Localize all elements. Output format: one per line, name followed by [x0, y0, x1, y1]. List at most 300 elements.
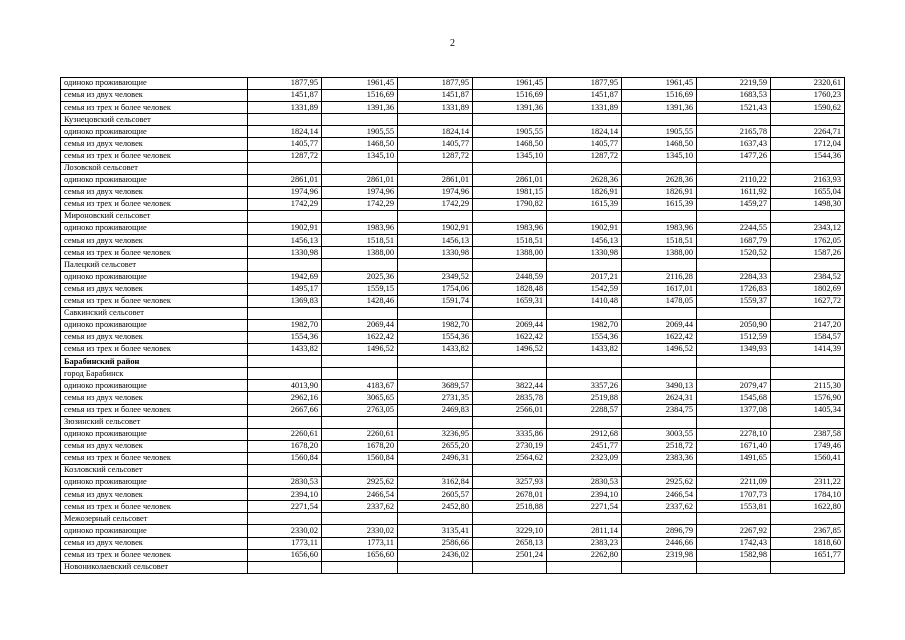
table-cell — [771, 162, 845, 174]
row-label: семья из двух человек — [61, 489, 248, 501]
row-label: одиноко проживающие — [61, 477, 248, 489]
table-cell — [398, 211, 473, 223]
row-label: семья из трех и более человек — [61, 150, 248, 162]
table-cell — [547, 356, 622, 368]
table-cell: 1331,89 — [398, 102, 473, 114]
table-cell — [622, 416, 697, 428]
table-cell — [322, 307, 398, 319]
table-cell: 1287,72 — [547, 150, 622, 162]
table-cell: 1491,65 — [697, 452, 771, 464]
district-row — [61, 356, 845, 368]
table-cell — [322, 356, 398, 368]
table-cell — [398, 162, 473, 174]
table-row — [61, 126, 845, 138]
table-cell — [322, 162, 398, 174]
table-cell: 2288,57 — [547, 404, 622, 416]
table-cell: 1451,87 — [248, 90, 322, 102]
section-header-row — [61, 416, 845, 428]
section-header-row — [61, 259, 845, 271]
table-cell: 1983,96 — [473, 223, 547, 235]
table-cell: 2337,62 — [322, 501, 398, 513]
row-label: одиноко проживающие — [61, 174, 248, 186]
table-row — [61, 440, 845, 452]
table-cell — [248, 259, 322, 271]
section-header-row — [61, 368, 845, 380]
table-cell: 1388,00 — [473, 247, 547, 259]
table-cell: 1742,29 — [248, 198, 322, 210]
table-cell: 2260,61 — [322, 428, 398, 440]
table-cell: 1818,60 — [771, 537, 845, 549]
table-cell: 2469,83 — [398, 404, 473, 416]
table-cell: 2116,28 — [622, 271, 697, 283]
section-title: Кузнецовский сельсовет — [61, 114, 248, 126]
district-title: Барабинский район — [61, 356, 248, 368]
row-label: семья из двух человек — [61, 283, 248, 295]
table-cell: 1773,11 — [248, 537, 322, 549]
table-cell: 1961,45 — [622, 78, 697, 90]
table-row — [61, 477, 845, 489]
table-cell — [547, 465, 622, 477]
row-label: одиноко проживающие — [61, 126, 248, 138]
row-label: семья из двух человек — [61, 331, 248, 343]
table-cell: 2564,62 — [473, 452, 547, 464]
table-cell: 2271,54 — [248, 501, 322, 513]
table-cell — [622, 561, 697, 573]
row-label: семья из трех и более человек — [61, 102, 248, 114]
table-cell: 1726,83 — [697, 283, 771, 295]
table-cell: 1617,01 — [622, 283, 697, 295]
table-cell: 2605,57 — [398, 489, 473, 501]
table-cell — [248, 561, 322, 573]
row-label: семья из двух человек — [61, 186, 248, 198]
table-cell: 1615,39 — [622, 198, 697, 210]
table-row — [61, 138, 845, 150]
table-cell: 2383,36 — [622, 452, 697, 464]
table-cell — [398, 513, 473, 525]
table-cell: 1433,82 — [248, 344, 322, 356]
table-body — [61, 78, 845, 574]
table-cell: 2586,66 — [398, 537, 473, 549]
table-cell: 2519,88 — [547, 392, 622, 404]
table-cell — [322, 368, 398, 380]
table-cell — [248, 356, 322, 368]
table-cell: 1611,92 — [697, 186, 771, 198]
table-cell: 2343,12 — [771, 223, 845, 235]
table-cell: 1902,91 — [248, 223, 322, 235]
table-cell: 1331,89 — [248, 102, 322, 114]
table-cell — [622, 211, 697, 223]
table-cell: 2069,44 — [473, 319, 547, 331]
table-cell: 1983,96 — [622, 223, 697, 235]
table-cell: 1388,00 — [622, 247, 697, 259]
table-cell: 1981,15 — [473, 186, 547, 198]
table-cell: 1559,37 — [697, 295, 771, 307]
table-cell — [473, 114, 547, 126]
table-cell — [697, 513, 771, 525]
table-cell: 1405,77 — [398, 138, 473, 150]
table-cell — [398, 416, 473, 428]
table-cell: 1742,29 — [322, 198, 398, 210]
section-title: Новониколаевский сельсовет — [61, 561, 248, 573]
table-cell — [622, 307, 697, 319]
row-label: одиноко проживающие — [61, 380, 248, 392]
table-cell: 1627,72 — [771, 295, 845, 307]
table-cell: 1468,50 — [473, 138, 547, 150]
table-cell: 1902,91 — [547, 223, 622, 235]
table-cell: 1560,84 — [322, 452, 398, 464]
table-cell: 1349,93 — [697, 344, 771, 356]
table-cell — [622, 513, 697, 525]
table-cell: 1802,69 — [771, 283, 845, 295]
table-cell: 1826,91 — [547, 186, 622, 198]
row-label: семья из двух человек — [61, 392, 248, 404]
table-cell: 2466,54 — [322, 489, 398, 501]
table-row — [61, 247, 845, 259]
table-cell: 1496,52 — [622, 344, 697, 356]
table-row — [61, 452, 845, 464]
section-header-row — [61, 465, 845, 477]
table-cell: 1974,96 — [248, 186, 322, 198]
table-cell: 2384,75 — [622, 404, 697, 416]
section-title: Мироновский сельсовет — [61, 211, 248, 223]
table-cell: 1553,81 — [697, 501, 771, 513]
table-cell: 1742,43 — [697, 537, 771, 549]
table-cell — [697, 561, 771, 573]
table-cell — [697, 356, 771, 368]
table-cell — [547, 211, 622, 223]
table-cell: 2624,31 — [622, 392, 697, 404]
table-cell — [771, 368, 845, 380]
row-label: семья из трех и более человек — [61, 198, 248, 210]
row-label: семья из двух человек — [61, 440, 248, 452]
table-cell: 1369,83 — [248, 295, 322, 307]
table-cell: 1468,50 — [322, 138, 398, 150]
table-cell: 2367,85 — [771, 525, 845, 537]
table-cell: 3003,55 — [622, 428, 697, 440]
table-cell — [248, 465, 322, 477]
table-cell: 2017,21 — [547, 271, 622, 283]
table-cell: 2466,54 — [622, 489, 697, 501]
table-cell: 2811,14 — [547, 525, 622, 537]
table-cell — [547, 259, 622, 271]
table-cell: 1790,82 — [473, 198, 547, 210]
table-cell: 1576,90 — [771, 392, 845, 404]
table-cell — [473, 416, 547, 428]
table-cell: 1974,96 — [398, 186, 473, 198]
table-cell — [697, 416, 771, 428]
table-cell: 2271,54 — [547, 501, 622, 513]
table-cell: 1582,98 — [697, 549, 771, 561]
table-cell — [398, 465, 473, 477]
table-cell — [248, 368, 322, 380]
table-cell: 2211,09 — [697, 477, 771, 489]
table-cell — [697, 114, 771, 126]
section-title: город Барабинск — [61, 368, 248, 380]
table-cell: 1760,23 — [771, 90, 845, 102]
table-cell: 1560,41 — [771, 452, 845, 464]
table-cell: 2079,47 — [697, 380, 771, 392]
table-cell: 1671,40 — [697, 440, 771, 452]
table-cell — [547, 513, 622, 525]
table-cell: 1773,11 — [322, 537, 398, 549]
section-title: Межозерный сельсовет — [61, 513, 248, 525]
row-label: семья из двух человек — [61, 235, 248, 247]
table-cell: 1749,46 — [771, 440, 845, 452]
section-header-row — [61, 211, 845, 223]
table-cell: 1478,05 — [622, 295, 697, 307]
table-cell: 1678,20 — [322, 440, 398, 452]
table-cell: 1330,98 — [248, 247, 322, 259]
table-cell: 2501,24 — [473, 549, 547, 561]
table-cell: 1433,82 — [398, 344, 473, 356]
table-row — [61, 392, 845, 404]
table-cell: 1554,36 — [248, 331, 322, 343]
section-title: Козловский сельсовет — [61, 465, 248, 477]
table-cell: 2165,78 — [697, 126, 771, 138]
table-cell: 1982,70 — [398, 319, 473, 331]
table-cell — [697, 259, 771, 271]
table-cell — [547, 114, 622, 126]
table-cell: 3822,44 — [473, 380, 547, 392]
table-cell — [473, 465, 547, 477]
table-cell: 2658,13 — [473, 537, 547, 549]
table-cell: 2730,19 — [473, 440, 547, 452]
table-cell: 1459,27 — [697, 198, 771, 210]
table-cell: 1615,39 — [547, 198, 622, 210]
table-cell: 1545,68 — [697, 392, 771, 404]
row-label: семья из трех и более человек — [61, 501, 248, 513]
table-cell: 2319,98 — [622, 549, 697, 561]
table-cell: 3689,57 — [398, 380, 473, 392]
table-row — [61, 78, 845, 90]
table-cell: 1591,74 — [398, 295, 473, 307]
table-cell: 2496,31 — [398, 452, 473, 464]
table-cell: 1433,82 — [547, 344, 622, 356]
table-cell: 2262,80 — [547, 549, 622, 561]
table-row — [61, 344, 845, 356]
table-cell: 1516,69 — [322, 90, 398, 102]
table-cell — [473, 307, 547, 319]
table-cell — [473, 211, 547, 223]
table-cell: 1330,98 — [398, 247, 473, 259]
table-cell — [248, 307, 322, 319]
table-cell: 1687,79 — [697, 235, 771, 247]
table-cell: 4013,90 — [248, 380, 322, 392]
table-cell: 1942,69 — [248, 271, 322, 283]
table-cell: 1414,39 — [771, 344, 845, 356]
table-cell — [697, 368, 771, 380]
table-cell: 1287,72 — [398, 150, 473, 162]
table-cell: 1622,42 — [322, 331, 398, 343]
table-cell: 1410,48 — [547, 295, 622, 307]
table-cell: 1656,60 — [322, 549, 398, 561]
table-cell: 1345,10 — [322, 150, 398, 162]
table-cell — [547, 368, 622, 380]
table-cell — [322, 259, 398, 271]
table-row — [61, 235, 845, 247]
table-row — [61, 198, 845, 210]
table-cell: 1905,55 — [322, 126, 398, 138]
table-cell: 2330,02 — [322, 525, 398, 537]
table-row — [61, 501, 845, 513]
table-cell — [322, 513, 398, 525]
table-cell: 3065,65 — [322, 392, 398, 404]
table-row — [61, 102, 845, 114]
table-cell: 1405,77 — [547, 138, 622, 150]
table-cell: 2284,33 — [697, 271, 771, 283]
table-cell: 3229,10 — [473, 525, 547, 537]
table-cell: 3335,86 — [473, 428, 547, 440]
section-title: Лозовской сельсовет — [61, 162, 248, 174]
row-label: одиноко проживающие — [61, 319, 248, 331]
table-cell: 2349,52 — [398, 271, 473, 283]
table-cell: 2384,52 — [771, 271, 845, 283]
table-cell: 1656,60 — [248, 549, 322, 561]
table-cell: 1287,72 — [248, 150, 322, 162]
table-row — [61, 537, 845, 549]
table-cell — [398, 356, 473, 368]
table-cell — [697, 307, 771, 319]
table-cell — [473, 259, 547, 271]
table-cell: 1622,42 — [473, 331, 547, 343]
table-cell: 2069,44 — [622, 319, 697, 331]
table-cell: 1520,52 — [697, 247, 771, 259]
table-cell: 2518,72 — [622, 440, 697, 452]
table-cell: 1560,84 — [248, 452, 322, 464]
table-cell: 1405,34 — [771, 404, 845, 416]
table-cell: 2912,68 — [547, 428, 622, 440]
table-cell: 1824,14 — [248, 126, 322, 138]
table-cell: 1587,26 — [771, 247, 845, 259]
section-title: Палецкий сельсовет — [61, 259, 248, 271]
table-cell: 2566,01 — [473, 404, 547, 416]
table-cell: 1516,69 — [622, 90, 697, 102]
row-label: семья из двух человек — [61, 138, 248, 150]
table-row — [61, 331, 845, 343]
table-row — [61, 380, 845, 392]
table-cell: 1877,95 — [547, 78, 622, 90]
table-cell: 1512,59 — [697, 331, 771, 343]
table-cell: 3162,84 — [398, 477, 473, 489]
table-cell: 1330,98 — [547, 247, 622, 259]
table-cell: 2436,02 — [398, 549, 473, 561]
table-cell — [771, 356, 845, 368]
table-cell — [473, 162, 547, 174]
table-cell — [547, 416, 622, 428]
table-cell — [622, 368, 697, 380]
table-cell — [547, 561, 622, 573]
table-cell: 2394,10 — [547, 489, 622, 501]
table-row — [61, 489, 845, 501]
table-cell: 3357,26 — [547, 380, 622, 392]
table-cell — [622, 162, 697, 174]
table-cell: 2394,10 — [248, 489, 322, 501]
table-row — [61, 186, 845, 198]
table-cell — [771, 465, 845, 477]
table-cell: 1637,43 — [697, 138, 771, 150]
table-row — [61, 295, 845, 307]
table-cell — [248, 513, 322, 525]
table-cell: 1961,45 — [322, 78, 398, 90]
table-cell: 1683,53 — [697, 90, 771, 102]
section-header-row — [61, 561, 845, 573]
table-cell: 1983,96 — [322, 223, 398, 235]
table-cell: 2383,23 — [547, 537, 622, 549]
table-cell: 1456,13 — [398, 235, 473, 247]
table-cell: 1345,10 — [622, 150, 697, 162]
table-cell — [697, 162, 771, 174]
table-cell: 1391,36 — [622, 102, 697, 114]
table-row — [61, 283, 845, 295]
table-cell: 1655,04 — [771, 186, 845, 198]
table-cell: 2861,01 — [248, 174, 322, 186]
table-cell: 3135,41 — [398, 525, 473, 537]
table-cell: 1826,91 — [622, 186, 697, 198]
table-cell: 2655,20 — [398, 440, 473, 452]
table-cell: 2925,62 — [322, 477, 398, 489]
table-cell: 2835,78 — [473, 392, 547, 404]
table-cell: 1559,15 — [322, 283, 398, 295]
table-cell: 1516,69 — [473, 90, 547, 102]
table-cell — [322, 416, 398, 428]
table-cell — [547, 162, 622, 174]
table-cell: 1554,36 — [547, 331, 622, 343]
table-row — [61, 404, 845, 416]
table-cell — [622, 114, 697, 126]
table-cell: 2050,90 — [697, 319, 771, 331]
table-cell — [771, 114, 845, 126]
table-cell — [697, 465, 771, 477]
table-cell: 2861,01 — [322, 174, 398, 186]
table-cell — [473, 368, 547, 380]
table-cell: 2387,58 — [771, 428, 845, 440]
table-cell: 1345,10 — [473, 150, 547, 162]
row-label: семья из трех и более человек — [61, 295, 248, 307]
table-cell: 1974,96 — [322, 186, 398, 198]
table-cell: 2323,09 — [547, 452, 622, 464]
section-header-row — [61, 307, 845, 319]
table-cell: 1622,42 — [622, 331, 697, 343]
table-cell: 1651,77 — [771, 549, 845, 561]
table-cell: 2311,22 — [771, 477, 845, 489]
table-cell: 2861,01 — [473, 174, 547, 186]
table-row — [61, 174, 845, 186]
table-cell — [398, 307, 473, 319]
table-cell: 1712,04 — [771, 138, 845, 150]
section-header-row — [61, 162, 845, 174]
table-cell: 3236,95 — [398, 428, 473, 440]
table-row — [61, 525, 845, 537]
table-cell: 1428,46 — [322, 295, 398, 307]
table-row — [61, 150, 845, 162]
table-cell: 1828,48 — [473, 283, 547, 295]
table-cell: 2628,36 — [547, 174, 622, 186]
section-header-row — [61, 513, 845, 525]
table-cell: 1391,36 — [322, 102, 398, 114]
table-cell — [398, 259, 473, 271]
table-cell: 2446,66 — [622, 537, 697, 549]
section-title: Зюзинский сельсовет — [61, 416, 248, 428]
table-cell: 1784,10 — [771, 489, 845, 501]
table-cell: 1877,95 — [398, 78, 473, 90]
table-cell — [473, 513, 547, 525]
table-cell: 1622,80 — [771, 501, 845, 513]
table-cell: 3257,93 — [473, 477, 547, 489]
page-number: 2 — [450, 38, 455, 49]
table-cell: 1456,13 — [547, 235, 622, 247]
table-cell: 1584,57 — [771, 331, 845, 343]
table-cell: 1982,70 — [248, 319, 322, 331]
